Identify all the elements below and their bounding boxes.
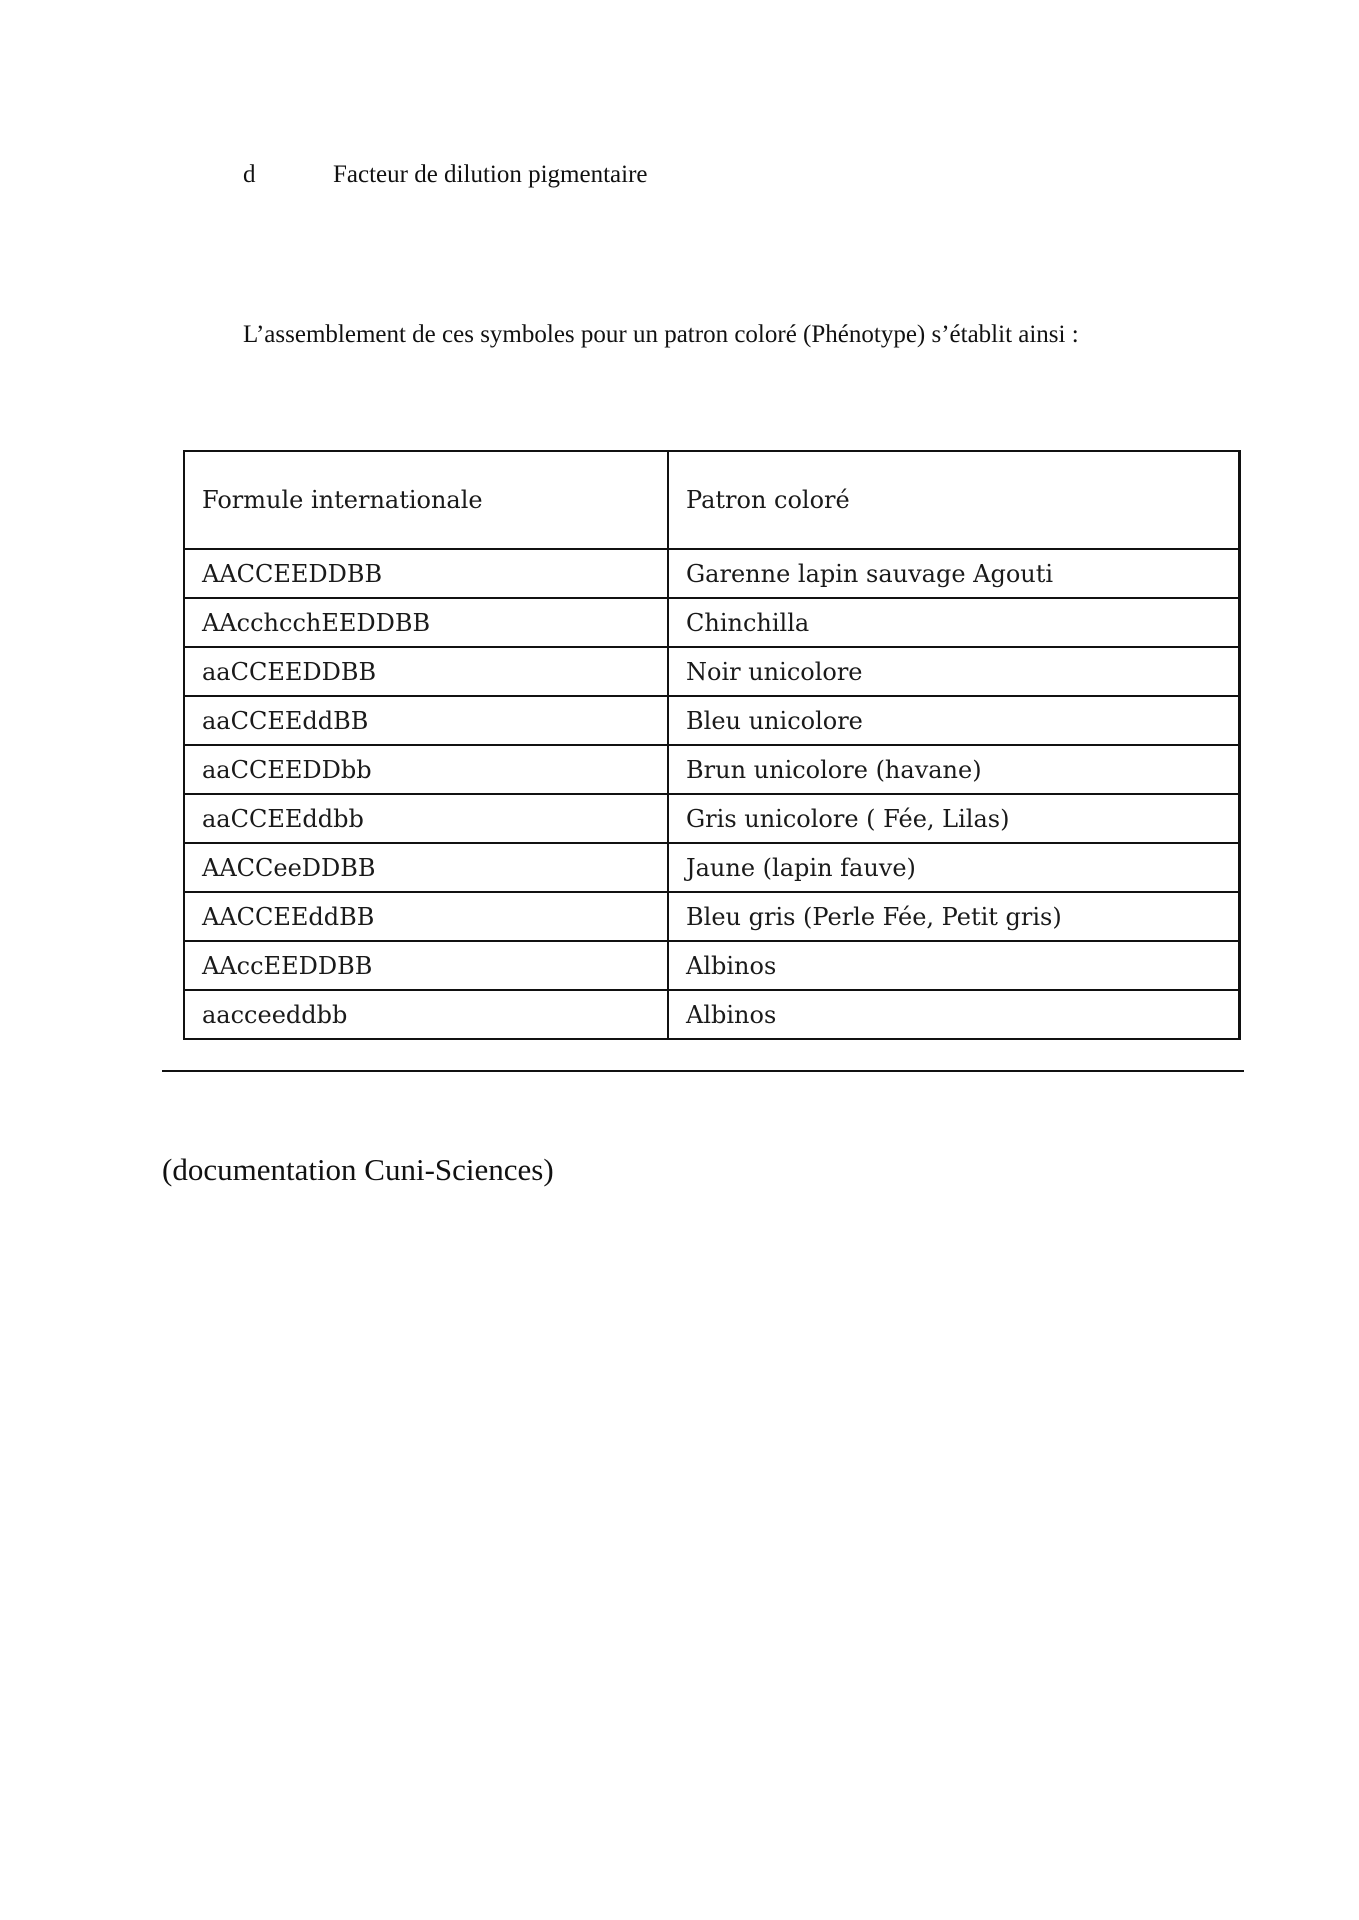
- source-citation: (documentation Cuni-Sciences): [162, 1152, 554, 1187]
- table-row: [184, 843, 1239, 892]
- formula-cell: AACCEEddBB: [184, 892, 668, 941]
- header-formula: Formule internationale: [184, 451, 668, 549]
- table-header-row: [184, 451, 1239, 549]
- genotype-table-wrapper: [183, 450, 1238, 1040]
- formula-cell: aaCCEEDDbb: [184, 745, 668, 794]
- definition-symbol: d: [243, 161, 256, 188]
- formula-cell: aaCCEEddbb: [184, 794, 668, 843]
- table-row: [184, 990, 1239, 1039]
- intro-paragraph: L’assemblement de ces symboles pour un patron coloré (Phénotype) s’établit ainsi :: [243, 321, 1079, 348]
- formula-cell: AACCeeDDBB: [184, 843, 668, 892]
- table-row: [184, 549, 1239, 598]
- pattern-cell: Bleu unicolore: [668, 696, 1239, 745]
- definition-description: Facteur de dilution pigmentaire: [333, 161, 648, 188]
- table-row: [184, 892, 1239, 941]
- formula-cell: aaCCEEDDBB: [184, 647, 668, 696]
- pattern-cell: Brun unicolore (havane): [668, 745, 1239, 794]
- formula-cell: aacceeddbb: [184, 990, 668, 1039]
- table-row: [184, 941, 1239, 990]
- formula-cell: aaCCEEddBB: [184, 696, 668, 745]
- pattern-cell: Gris unicolore ( Fée, Lilas): [668, 794, 1239, 843]
- pattern-cell: Jaune (lapin fauve): [668, 843, 1239, 892]
- genotype-phenotype-table: [183, 450, 1241, 1040]
- pattern-cell: Chinchilla: [668, 598, 1239, 647]
- table-row: [184, 696, 1239, 745]
- table-row: [184, 745, 1239, 794]
- pattern-cell: Bleu gris (Perle Fée, Petit gris): [668, 892, 1239, 941]
- table-row: [184, 598, 1239, 647]
- header-pattern: Patron coloré: [668, 451, 1239, 549]
- pattern-cell: Albinos: [668, 990, 1239, 1039]
- horizontal-rule: [162, 1070, 1244, 1072]
- pattern-cell: Garenne lapin sauvage Agouti: [668, 549, 1239, 598]
- formula-cell: AAccEEDDBB: [184, 941, 668, 990]
- table-row: [184, 794, 1239, 843]
- pattern-cell: Noir unicolore: [668, 647, 1239, 696]
- table-row: [184, 647, 1239, 696]
- pattern-cell: Albinos: [668, 941, 1239, 990]
- formula-cell: AAcchcchEEDDBB: [184, 598, 668, 647]
- formula-cell: AACCEEDDBB: [184, 549, 668, 598]
